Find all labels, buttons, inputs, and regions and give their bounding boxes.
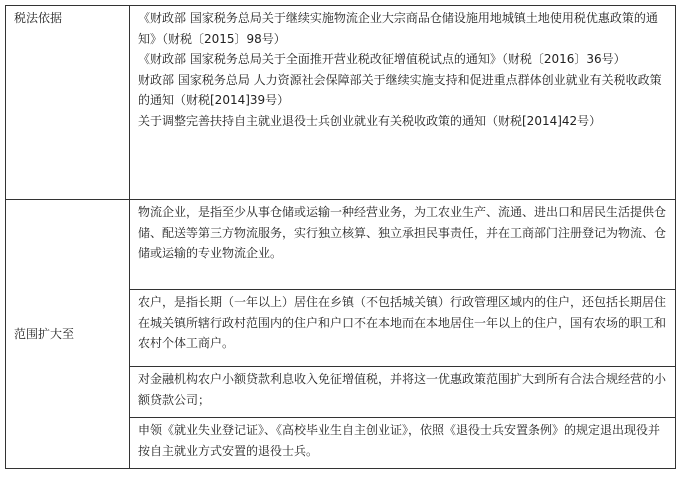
row-label-scope: 范围扩大至 <box>6 200 130 469</box>
table-row-scope <box>6 200 676 290</box>
scope-item-logistics: 物流企业，是指至少从事仓储或运输一种经营业务，为工农业生产、流通、进出口和居民生活提供仓储、配送等第三方物流服务，实行独立核算、独立承担民事责任，并在工商部门注册登记为物流、仓储或运输的专业物流企业。 <box>130 200 676 290</box>
table-row-tax-basis <box>6 6 676 200</box>
tax-basis-cell <box>130 6 676 200</box>
scope-item-microloan: 对金融机构农户小额贷款利息收入免征增值税，并将这一优惠政策范围扩大到所有合法合规经营的小额贷款公司； <box>130 367 676 418</box>
row-label-tax-basis: 税法依据 <box>6 6 130 200</box>
policy-table <box>5 5 676 469</box>
scope-item-veterans: 申领《就业失业登记证》、《高校毕业生自主创业证》，依照《退役士兵安置条例》的规定退出现役并按自主就业方式安置的退役士兵。 <box>130 418 676 469</box>
basis-paragraph: 《财政部 国家税务总局关于全面推开营业税改征增值税试点的通知》（财税〔2016〕36号） <box>138 52 626 66</box>
basis-paragraph: 《财政部 国家税务总局关于继续实施物流企业大宗商品仓储设施用地城镇土地使用税优惠政策的通知》（财税〔2015〕98号） <box>138 11 658 46</box>
scope-item-farmer: 农户，是指长期（一年以上）居住在乡镇（不包括城关镇）行政管理区域内的住户，还包括长期居住在城关镇所辖行政村范围内的住户和户口不在本地而在本地居住一年以上的住户，国有农场的职工和农村个体工商户。 <box>130 290 676 367</box>
basis-paragraph: 关于调整完善扶持自主就业退役士兵创业就业有关税收政策的通知（财税[2014]42号） <box>138 113 602 128</box>
basis-paragraph: 财政部 国家税务总局 人力资源社会保障部关于继续实施支持和促进重点群体创业就业有关税收政策的通知（财税[2014]39号） <box>138 72 662 107</box>
